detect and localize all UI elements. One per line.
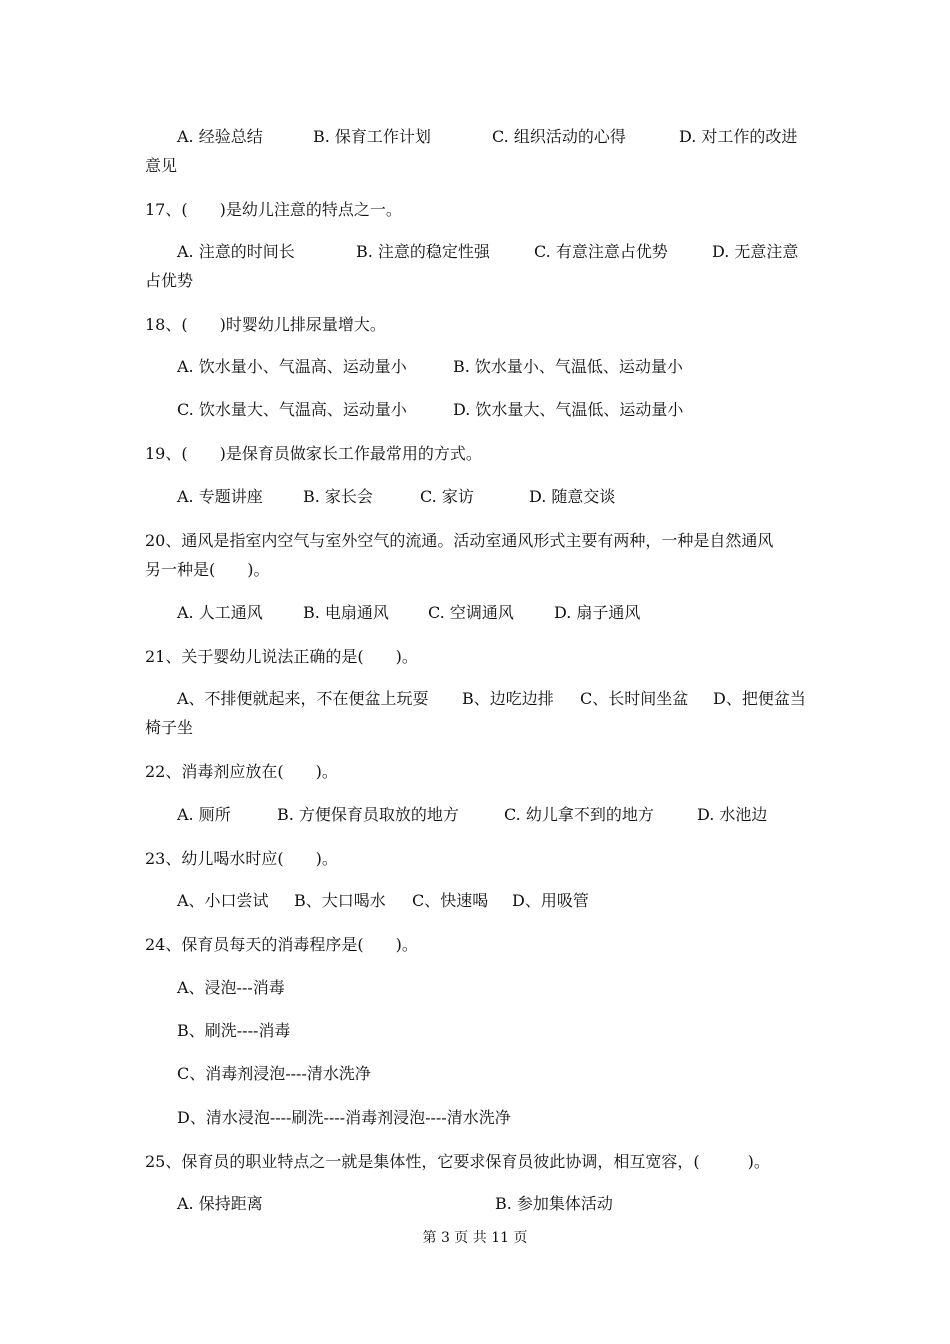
q20-stem: 20、通风是指室内空气与室外空气的流通。活动室通风形式主要有两种，一种是自然通风	[145, 531, 774, 550]
q18-option-d: D. 饮水量大、气温低、运动量小	[453, 400, 684, 419]
q16-option-a: A. 经验总结	[177, 127, 263, 146]
q18-option-b: B. 饮水量小、气温低、运动量小	[453, 357, 683, 376]
q23-option-a: A、小口尝试	[177, 891, 269, 910]
q23-option-d: D、用吸管	[512, 891, 589, 910]
q21-option-b: B、边吃边排	[462, 689, 554, 708]
q20-option-d: D. 扇子通风	[554, 603, 641, 622]
q24-option-c: C、消毒剂浸泡----清水洗净	[177, 1064, 371, 1083]
q18-option-c: C. 饮水量大、气温高、运动量小	[177, 400, 407, 419]
q17-option-c: C. 有意注意占优势	[534, 242, 668, 261]
q18-option-a: A. 饮水量小、气温高、运动量小	[177, 357, 407, 376]
q20-option-c: C. 空调通风	[428, 603, 514, 622]
q16-option-d: D. 对工作的改进	[679, 127, 798, 146]
q16-option-b: B. 保育工作计划	[313, 127, 431, 146]
q24-option-d: D、清水浸泡----刷洗----消毒剂浸泡----清水洗净	[177, 1108, 511, 1127]
q17-option-b: B. 注意的稳定性强	[356, 242, 490, 261]
q16-option-c: C. 组织活动的心得	[492, 127, 626, 146]
q22-option-a: A. 厕所	[177, 805, 231, 824]
q23-stem: 23、幼儿喝水时应( )。	[145, 849, 338, 868]
q25-option-a: A. 保持距离	[177, 1194, 263, 1213]
q24-option-a: A、浸泡---消毒	[177, 978, 285, 997]
q22-option-c: C. 幼儿拿不到的地方	[504, 805, 654, 824]
page-number-footer: 第 3 页 共 11 页	[422, 1230, 528, 1246]
q22-option-d: D. 水池边	[697, 805, 768, 824]
q17-option-d-continued: 占优势	[145, 271, 194, 290]
q18-stem: 18、( )时婴幼儿排尿量增大。	[145, 315, 386, 334]
q17-stem: 17、( )是幼儿注意的特点之一。	[145, 200, 402, 219]
q23-option-b: B、大口喝水	[294, 891, 386, 910]
q25-stem: 25、保育员的职业特点之一就是集体性，它要求保育员彼此协调，相互宽容，( )。	[145, 1152, 770, 1171]
q24-option-b: B、刷洗----消毒	[177, 1021, 291, 1040]
q19-option-b: B. 家长会	[303, 487, 373, 506]
q17-option-a: A. 注意的时间长	[177, 242, 295, 261]
q21-option-d-continued: 椅子坐	[145, 718, 194, 737]
q23-option-c: C、快速喝	[412, 891, 489, 910]
q19-option-d: D. 随意交谈	[529, 487, 616, 506]
q22-option-b: B. 方便保育员取放的地方	[277, 805, 459, 824]
q22-stem: 22、消毒剂应放在( )。	[145, 762, 338, 781]
q19-option-c: C. 家访	[420, 487, 474, 506]
q19-option-a: A. 专题讲座	[177, 487, 263, 506]
q20-option-a: A. 人工通风	[177, 603, 263, 622]
q24-stem: 24、保育员每天的消毒程序是( )。	[145, 935, 418, 954]
q21-option-c: C、长时间坐盆	[580, 689, 689, 708]
q16-option-d-continued: 意见	[145, 156, 178, 175]
q20-option-b: B. 电扇通风	[303, 603, 389, 622]
q19-stem: 19、( )是保育员做家长工作最常用的方式。	[145, 444, 482, 463]
q21-option-a: A、不排便就起来，不在便盆上玩耍	[177, 689, 429, 708]
q17-option-d: D. 无意注意	[712, 242, 799, 261]
q20-stem-continued: 另一种是( )。	[145, 560, 270, 579]
q21-option-d: D、把便盆当	[713, 689, 806, 708]
q21-stem: 21、关于婴幼儿说法正确的是( )。	[145, 647, 418, 666]
q25-option-b: B. 参加集体活动	[495, 1194, 613, 1213]
